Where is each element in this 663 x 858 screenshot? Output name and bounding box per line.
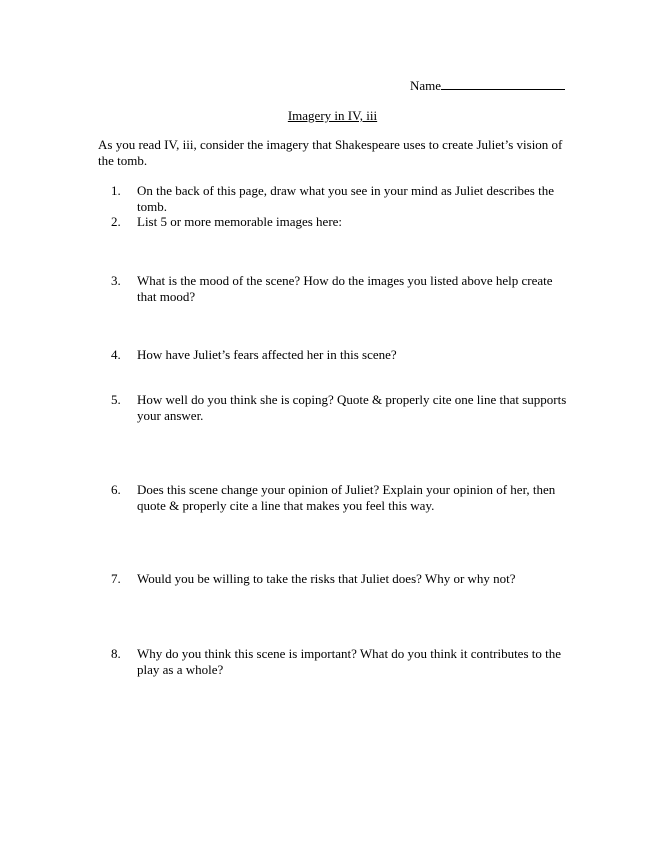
question-number: 6. — [111, 482, 121, 497]
intro-paragraph: As you read IV, iii, consider the imagery that Shakespeare uses to create Juliet’s vision of the tomb. — [98, 137, 563, 168]
question-text: Does this scene change your opinion of Juliet? Explain your opinion of her, then quote & properly cite a line that makes you feel this way. — [137, 482, 556, 513]
question-text: List 5 or more memorable images here: — [137, 214, 343, 229]
question-text: How have Juliet’s fears affected her in this scene? — [137, 347, 397, 362]
question-item-2 — [111, 214, 569, 230]
name-blank-line — [441, 78, 565, 90]
question-item-4 — [111, 347, 569, 363]
title-text: Imagery in IV, iii — [287, 108, 378, 123]
question-item-6 — [111, 482, 569, 514]
question-item-7 — [111, 571, 569, 587]
question-number: 3. — [111, 273, 121, 288]
question-number: 8. — [111, 646, 121, 661]
question-text: On the back of this page, draw what you see in your mind as Juliet describes the tomb. — [137, 183, 554, 214]
question-item-5 — [111, 392, 569, 424]
question-number: 1. — [111, 183, 121, 198]
question-text: Why do you think this scene is important? What do you think it contributes to the play as a whole? — [137, 646, 562, 677]
name-label: Name — [410, 78, 442, 93]
question-number: 2. — [111, 214, 121, 229]
name-field — [410, 78, 580, 94]
question-text: How well do you think she is coping? Quote & properly cite one line that supports your answer. — [137, 392, 567, 423]
question-item-1 — [111, 183, 569, 215]
question-number: 5. — [111, 392, 121, 407]
worksheet-title — [0, 108, 663, 124]
question-text: What is the mood of the scene? How do the images you listed above help create that mood? — [137, 273, 553, 304]
question-item-3 — [111, 273, 569, 305]
question-item-8 — [111, 646, 569, 678]
question-number: 7. — [111, 571, 121, 586]
question-number: 4. — [111, 347, 121, 362]
question-text: Would you be willing to take the risks that Juliet does? Why or why not? — [137, 571, 516, 586]
